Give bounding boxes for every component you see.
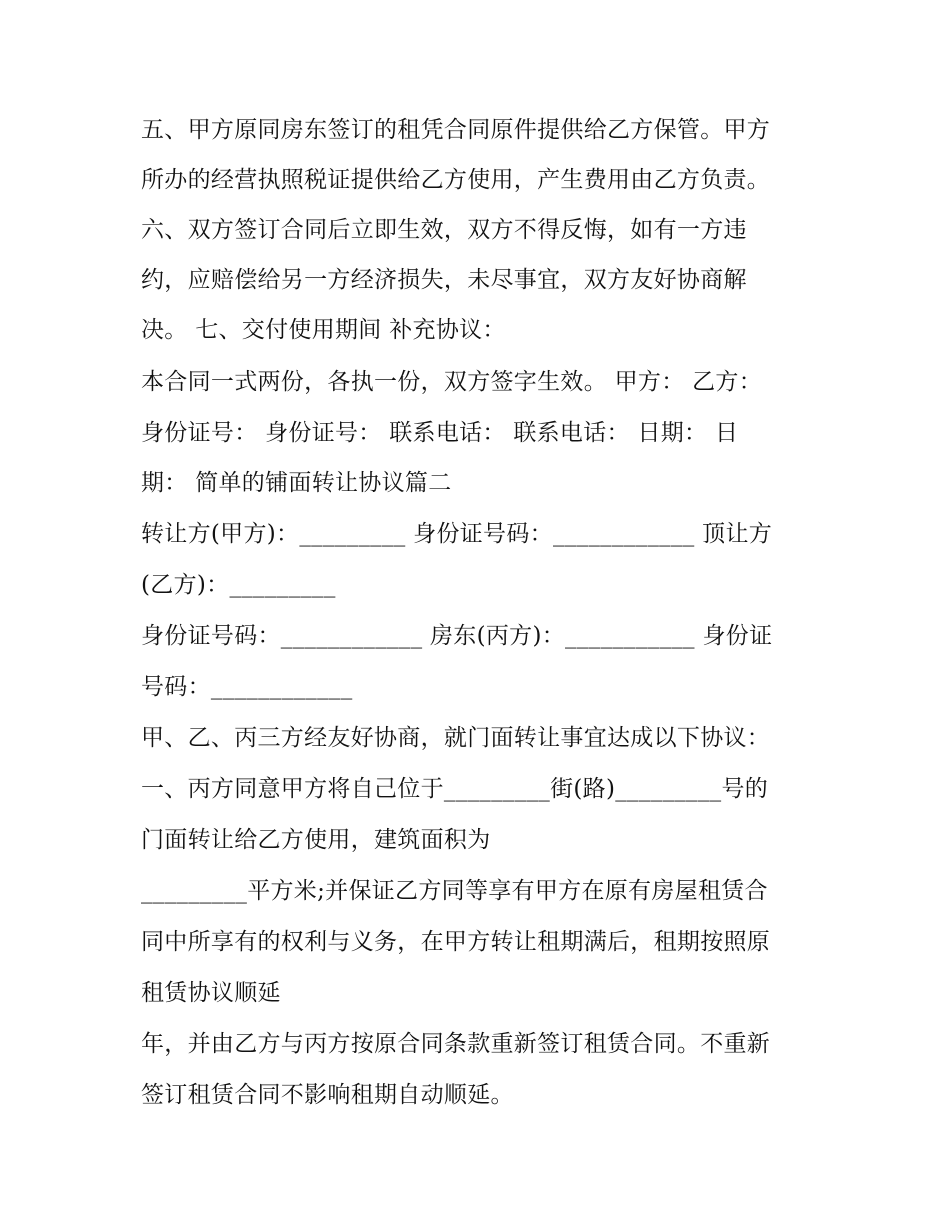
section-two-title: 期： 简单的铺面转让协议篇二 xyxy=(141,470,452,496)
clause-1-line-4: 同中所享有的权利与义务，在甲方转让租期满后，租期按照原 xyxy=(141,929,771,955)
clause-7-line: 决。 七、交付使用期间 补充协议： xyxy=(141,317,506,343)
clause-1-line-2: 门面转让给乙方使用，建筑面积为 xyxy=(141,827,491,853)
clause-5-line-1: 五、甲方原同房东签订的租凭合同原件提供给乙方保管。甲方 xyxy=(141,117,771,143)
transferor-line: 转让方(甲方)：_________ 身份证号码：____________ 顶让方 xyxy=(141,521,773,547)
copies-signature-line: 本合同一式两份，各执一份，双方签字生效。 甲方： 乙方： xyxy=(141,369,763,395)
clause-1-line-7: 签订租赁合同不影响租期自动顺延。 xyxy=(141,1082,514,1108)
clause-1-line-5: 租赁协议顺延 xyxy=(141,980,281,1006)
clause-1-line-6: 年，并由乙方与丙方按原合同条款重新签订租赁合同。不重新 xyxy=(141,1031,771,1057)
clause-1-line-1: 一、丙方同意甲方将自己位于_________街(路)_________号的 xyxy=(141,776,769,802)
id-contact-date-line: 身份证号： 身份证号： 联系电话： 联系电话： 日期： 日 xyxy=(141,420,739,446)
clause-5-line-2: 所办的经营执照税证提供给乙方使用，产生费用由乙方负责。 xyxy=(141,167,771,193)
clause-6-line-2: 约，应赔偿给另一方经济损失，未尽事宜，双方友好协商解 xyxy=(141,267,747,293)
landlord-line: 身份证号码：____________ 房东(丙方)：___________ 身份证 xyxy=(141,623,773,649)
clause-6-line-1: 六、双方签订合同后立即生效，双方不得反悔，如有一方违 xyxy=(141,217,747,243)
clause-1-line-3: _________平方米;并保证乙方同等享有甲方在原有房屋租赁合 xyxy=(141,878,768,904)
agreement-intro-line: 甲、乙、丙三方经友好协商，就门面转让事宜达成以下协议： xyxy=(141,725,771,751)
landlord-id-line: 号码：____________ xyxy=(141,674,353,700)
transferee-line: (乙方)：_________ xyxy=(141,572,336,598)
